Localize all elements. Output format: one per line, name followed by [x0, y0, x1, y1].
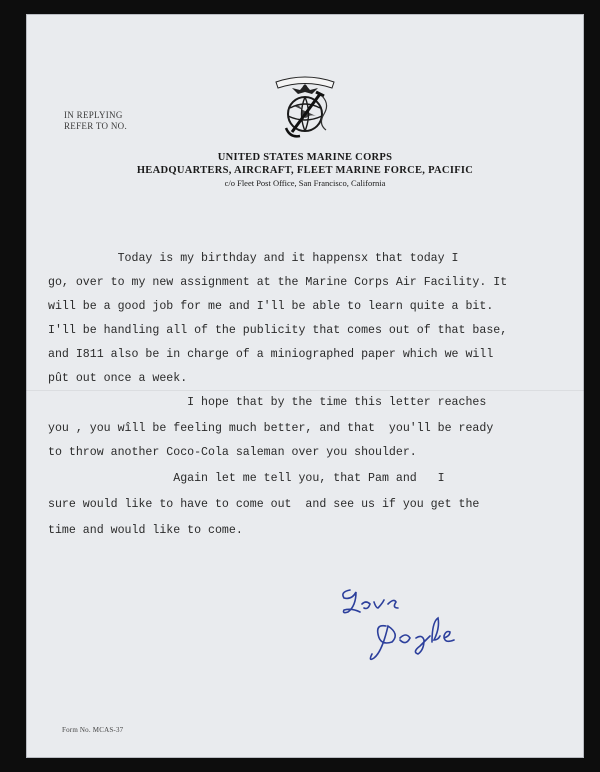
reply-reference	[64, 110, 127, 132]
letter-line: to throw another Coco-Cola saleman over you shoulder.	[48, 446, 417, 459]
letterhead-unit: HEADQUARTERS, AIRCRAFT, FLEET MARINE FORCE, PACIFIC	[136, 165, 474, 176]
letter-line: time and would like to come.	[48, 524, 243, 537]
letter-line: Again let me tell you, that Pam and I	[48, 472, 445, 485]
paper-fold	[26, 390, 584, 391]
letter-line: will be a good job for me and I'll be able to learn quite a bit.	[48, 300, 494, 313]
letter-line: you , you wîll be feeling much better, and that you'll be ready	[48, 422, 494, 435]
letterhead-org: UNITED STATES MARINE CORPS	[217, 152, 393, 163]
letter-line: pût out once a week.	[48, 372, 188, 385]
form-number: Form No. MCAS-37	[62, 726, 124, 734]
letterhead-address: c/o Fleet Post Office, San Francisco, California	[224, 178, 386, 188]
handwritten-signature	[338, 582, 478, 672]
letterhead	[26, 151, 584, 189]
letter-line: sure would like to have to come out and see us if you get the	[48, 498, 480, 511]
marine-corps-emblem-icon	[270, 70, 340, 142]
letter-line: and I811 also be in charge of a miniographed paper which we will	[48, 348, 494, 361]
letter-line: Today is my birthday and it happensx that today I	[48, 252, 459, 265]
letter-line: I hope that by the time this letter reaches	[48, 396, 487, 409]
reply-line-1: IN REPLYING	[64, 110, 123, 120]
letter-page	[26, 14, 584, 758]
letter-line: I'll be handling all of the publicity that comes out of that base,	[48, 324, 508, 337]
letter-line: go, over to my new assignment at the Marine Corps Air Facility. It	[48, 276, 508, 289]
reply-line-2: REFER TO NO.	[64, 121, 128, 131]
